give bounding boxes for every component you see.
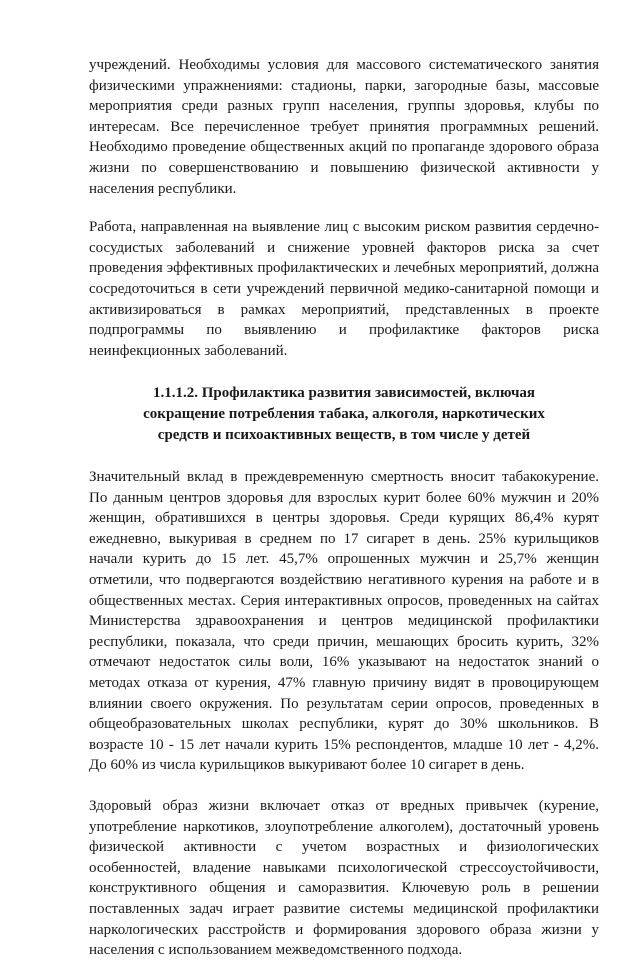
paragraph-healthy-lifestyle: Здоровый образ жизни включает отказ от вредных привычек (курение, употребление наркотиков, злоупотребление алкоголем), достаточный уровень физической активности с учетом возрастных и физиологических особенностей, владение навыками психологической стрессоустойчивости, конструктивного общения и саморазвития. Ключевую роль в решении поставленных задач играет развитие системы медицинской профилактики наркологических расстройств и формирования здорового образа жизни у населения с использованием межведомственного подхода.: [89, 798, 599, 959]
paragraph-risk-work: Работа, направленная на выявление лиц с высоким риском развития сердечно-сосудистых заболеваний и снижение уровней факторов риска за счет проведения эффективных профилактических и лечебных мероприятий, должна сосредоточиться в сети учреждений первичной медико-санитарной помощи и активизироваться в рамках мероприятий, представленных в проекте подпрограммы по выявлению и профилактике факторов риска неинфекционных заболеваний.: [89, 219, 599, 359]
paragraph-smoking: Значительный вклад в преждевременную смертность вносит табакокурение. По данным центров здоровья для взрослых курит более 60% мужчин и 20% женщин, обратившихся в центры здоровья. Среди курящих 86,4% курят ежедневно, выкуривая в среднем по 17 сигарет в день. 25% курильщиков начали курить до 15 лет. 45,7% опрошенных мужчин и 25,7% женщин отметили, что подвергаются воздействию негативного курения на работе и в общественных местах. Серия интерактивных опросов, проведенных на сайтах Министерства здравоохранения и центров медицинской профилактики республики, показала, что среди причин, мешающих бросить курить, 32% отмечают недостаток силы воли, 16% указывают на недостаток знаний о методах отказа от курения, 47% главную причину видят в провоцирующем влиянии своего окружения. По результатам серии опросов, проведенных в общеобразовательных школах республики, курят до 30% школьников. В возрасте 10 - 15 лет начали курить 15% респондентов, младше 10 лет - 4,2%. До 60% из числа курильщиков выкуривают более 10 сигарет в день.: [89, 469, 599, 774]
document-page: [89, 55, 599, 961]
section-heading: 1.1.1.2. Профилактика развития зависимостей, включая сокращение потребления табака, алкоголя, наркотических средств и психоактивных веществ, в том числе у детей: [143, 385, 545, 443]
paragraph-conditions: учреждений. Необходимы условия для массового систематического занятия физическими упражнениями: стадионы, парки, загородные базы, массовые мероприятия среди разных групп населения, группы здоровья, клубы по интересам. Все перечисленное требует принятия программных решений. Необходимо проведение общественных акций по пропаганде здорового образа жизни по совершенствованию и повышению физической активности у населения республики.: [89, 57, 599, 197]
